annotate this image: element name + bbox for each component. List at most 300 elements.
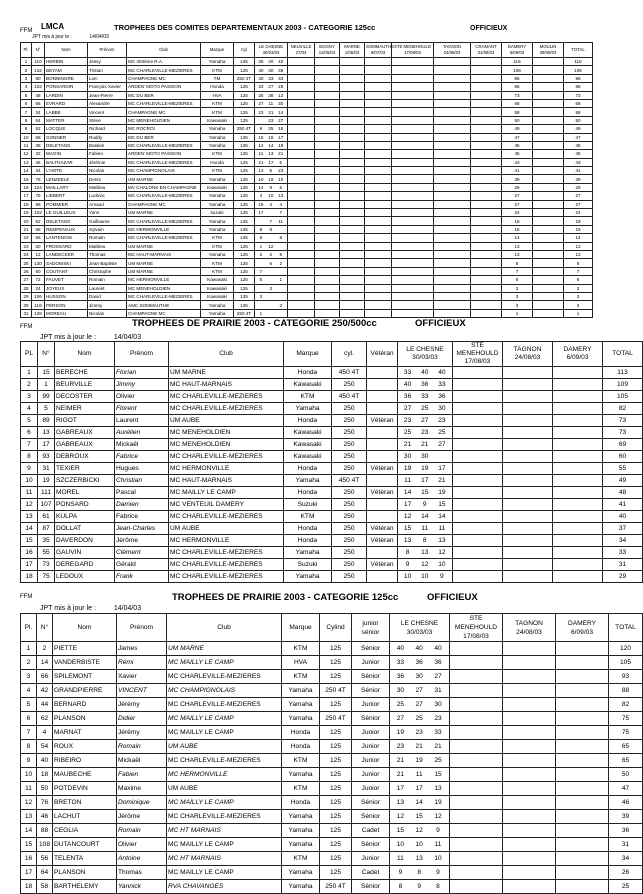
race-score: 6 xyxy=(269,260,273,266)
table-cell: 66 xyxy=(32,99,45,107)
race-score: 40 xyxy=(421,368,429,376)
table-cell: 102 xyxy=(32,209,45,217)
table-cell: Arnaud xyxy=(88,200,127,208)
table-cell xyxy=(392,74,434,82)
race-score: 40 xyxy=(258,67,264,73)
table-row xyxy=(21,796,643,810)
table-cell xyxy=(503,796,556,810)
race-score: 30 xyxy=(438,404,446,412)
table-row xyxy=(21,379,643,391)
table-cell xyxy=(503,768,556,782)
table-cell: 250 xyxy=(332,487,367,499)
table-row xyxy=(21,209,593,217)
table-cell xyxy=(392,133,434,141)
table-cell xyxy=(556,768,609,782)
table-cell xyxy=(450,670,503,684)
table-cell: 27 xyxy=(21,276,32,284)
race-score: 12 xyxy=(268,243,274,249)
table-row xyxy=(21,726,643,740)
table-cell: 75 xyxy=(38,571,55,583)
table-cell: SADOWSKI xyxy=(45,259,88,267)
total-cell: 7 xyxy=(564,267,593,275)
table-row xyxy=(21,451,643,463)
table-cell: Stève xyxy=(88,116,127,124)
table-cell: 16 xyxy=(21,183,32,191)
table-cell xyxy=(503,684,556,698)
table-cell xyxy=(471,175,502,183)
table-cell xyxy=(392,225,434,233)
column-header: TAGNON 24/08/03 xyxy=(503,342,553,367)
table-cell: Bastien xyxy=(88,141,127,149)
table-cell xyxy=(367,499,398,511)
race-scores-cell xyxy=(390,880,450,894)
table-cell xyxy=(533,267,564,275)
table-cell: 125 xyxy=(234,108,255,116)
table-row xyxy=(21,656,643,670)
table-cell xyxy=(450,880,503,894)
table-cell: MC MAILLY LE CAMP xyxy=(167,838,282,852)
table-cell xyxy=(471,133,502,141)
race-score: 5 xyxy=(259,277,263,283)
table-cell: BERNARD xyxy=(53,698,117,712)
table-cell: 3 xyxy=(21,391,38,403)
table-cell xyxy=(471,83,502,91)
column-header: Prénom xyxy=(115,342,169,367)
table-cell: David xyxy=(88,292,127,300)
table-cell: MC CHARLEVILLE-MEZIERES xyxy=(167,754,282,768)
race-score: 13 xyxy=(415,854,423,862)
race-scores-cell xyxy=(255,74,288,82)
table-row xyxy=(21,141,593,149)
table-cell: 52 xyxy=(32,217,45,225)
table-cell: 76 xyxy=(32,175,45,183)
table-cell: HERBIN xyxy=(45,58,88,66)
table-cell: 20 xyxy=(21,217,32,225)
race-scores-cell xyxy=(255,183,288,191)
table-cell xyxy=(367,475,398,487)
table-cell xyxy=(340,267,365,275)
table-cell: 14 xyxy=(37,656,53,670)
table-cell: 58 xyxy=(37,880,53,894)
table-cell xyxy=(434,217,471,225)
race-score: 2 xyxy=(269,252,273,258)
table-cell: 56 xyxy=(37,852,53,866)
table-cell: 7 xyxy=(21,439,38,451)
total-cell: 82 xyxy=(603,403,643,415)
table-cell xyxy=(553,367,603,379)
table-cell: LENZEELE xyxy=(45,175,88,183)
table-cell: Jessy xyxy=(88,58,127,66)
race-score: 5 xyxy=(269,168,273,174)
race-score: 36 xyxy=(268,92,274,98)
table-cell: SPILEMONT xyxy=(53,670,117,684)
table-cell: Vétéran xyxy=(367,415,398,427)
race-score: 33 xyxy=(421,392,429,400)
table-cell: 29 xyxy=(21,292,32,300)
table-cell xyxy=(556,838,609,852)
table-row xyxy=(21,403,643,415)
table-cell: Mickaël xyxy=(117,754,167,768)
table-cell xyxy=(367,451,398,463)
total-cell: 85 xyxy=(564,83,593,91)
table-cell: MC MENEHOLDIEN xyxy=(127,116,201,124)
race-score: 13 xyxy=(403,536,412,544)
race-scores-cell xyxy=(390,642,450,656)
section2-status: OFFICIEUX xyxy=(415,318,466,329)
race-score: 30 xyxy=(434,700,442,708)
table-cell xyxy=(453,559,503,571)
race-score: 33 xyxy=(434,728,442,736)
table-cell: 16 xyxy=(502,225,533,233)
race-score: 27 xyxy=(434,672,442,680)
table-cell xyxy=(503,415,553,427)
table-cell xyxy=(365,301,392,309)
race-scores-cell xyxy=(390,740,450,754)
table-cell: 54 xyxy=(37,740,53,754)
total-cell: 105 xyxy=(603,391,643,403)
table-cell: 125 xyxy=(234,175,255,183)
table-cell xyxy=(392,192,434,200)
table-cell: 125 xyxy=(234,192,255,200)
table-cell: Sénior xyxy=(352,810,390,824)
total-cell: 34 xyxy=(603,535,643,547)
table-cell: Junior xyxy=(352,726,390,740)
table-cell: BEURVILLE xyxy=(55,379,115,391)
table-cell xyxy=(434,108,471,116)
table-cell: 3 xyxy=(502,292,533,300)
table-cell: KTM xyxy=(282,754,320,768)
table-cell xyxy=(503,642,556,656)
table-cell xyxy=(434,284,471,292)
race-scores-cell xyxy=(390,866,450,880)
table-cell xyxy=(340,150,365,158)
race-score: 17 xyxy=(403,500,412,508)
table-cell xyxy=(365,242,392,250)
table-cell: MC CHARLEVILLE-MEZIERES xyxy=(127,292,201,300)
table-cell: 125 xyxy=(234,225,255,233)
race-scores-cell xyxy=(255,108,288,116)
table-cell xyxy=(503,712,556,726)
table-cell: Junior xyxy=(352,698,390,712)
table-cell: KTM xyxy=(201,167,234,175)
table-cell: 125 xyxy=(234,167,255,175)
table-cell xyxy=(434,225,471,233)
race-score: 15 xyxy=(415,812,423,820)
table-cell: 75 xyxy=(32,192,45,200)
table-cell xyxy=(503,487,553,499)
table-cell: MC HERMONVILLE xyxy=(169,463,284,475)
table-cell xyxy=(453,451,503,463)
table-cell xyxy=(434,259,471,267)
table-cell xyxy=(392,91,434,99)
table-cell xyxy=(553,439,603,451)
race-score: 19 xyxy=(396,728,405,736)
race-scores-cell xyxy=(398,415,453,427)
table-cell: 8 xyxy=(21,740,37,754)
section1-status: OFFICIEUX xyxy=(470,25,508,32)
table-cell xyxy=(450,656,503,670)
table-row xyxy=(21,125,593,133)
ffm-label: FFM xyxy=(20,28,33,34)
race-score: 2 xyxy=(259,252,263,258)
race-score: 33 xyxy=(278,75,284,81)
table-cell xyxy=(315,259,340,267)
table-cell: 13 xyxy=(502,242,533,250)
table-cell: 250 xyxy=(332,403,367,415)
column-header: Nom xyxy=(53,614,117,642)
race-score: 10 xyxy=(438,560,446,568)
table-cell xyxy=(556,754,609,768)
table-cell: 250 xyxy=(332,379,367,391)
table-cell: 9 xyxy=(21,754,37,768)
update-date: 14/04/03 xyxy=(113,605,142,612)
table-cell xyxy=(533,234,564,242)
table-cell: PLANSON xyxy=(53,866,117,880)
table-cell: POMMIER xyxy=(45,200,88,208)
table-cell xyxy=(503,824,556,838)
race-score: 19 xyxy=(403,464,412,472)
table-cell: MC CHAMPIGNOLAIS xyxy=(127,167,201,175)
race-score: 8 xyxy=(436,882,440,890)
table-cell xyxy=(434,250,471,258)
table-cell: Jean-Charles xyxy=(115,523,169,535)
table-cell xyxy=(365,192,392,200)
table-cell xyxy=(434,267,471,275)
table-cell: UM MARNE xyxy=(169,367,284,379)
race-score: 7 xyxy=(279,210,282,216)
table-cell xyxy=(453,391,503,403)
table-cell: 1 xyxy=(502,309,533,317)
race-scores-cell xyxy=(255,192,288,200)
table-cell xyxy=(471,225,502,233)
race-score: 12 xyxy=(438,548,446,556)
race-score: 13 xyxy=(421,548,429,556)
table-cell: MC HERMONVILLE xyxy=(169,535,284,547)
table-cell: Dominique xyxy=(117,796,167,810)
table-cell xyxy=(503,427,553,439)
table-cell: 68 xyxy=(502,99,533,107)
table-cell: Frank xyxy=(115,571,169,583)
table-cell: 7 xyxy=(21,108,32,116)
total-cell: 46 xyxy=(609,796,643,810)
race-score: 36 xyxy=(438,392,446,400)
table-cell: MC CHARLEVILLE-MEZIERES xyxy=(127,141,201,149)
race-score: 10 xyxy=(278,176,284,182)
table-cell: PLANSON xyxy=(53,712,117,726)
table-cell xyxy=(365,259,392,267)
table-cell: MARNAT xyxy=(53,726,117,740)
table-header-row xyxy=(21,614,643,642)
table-cell: Yamaha xyxy=(282,768,320,782)
table-cell xyxy=(340,167,365,175)
table-row xyxy=(21,234,593,242)
table-cell xyxy=(503,463,553,475)
table-cell: Fabien xyxy=(88,150,127,158)
column-header: Prénom xyxy=(117,614,167,642)
total-cell: 8 xyxy=(564,259,593,267)
table-cell: Florent xyxy=(115,403,169,415)
race-score: 25 xyxy=(434,756,442,764)
table-cell xyxy=(533,91,564,99)
table-cell: Junior xyxy=(352,754,390,768)
table-cell: AMC SOMMAUTHE xyxy=(127,301,201,309)
race-score: 3 xyxy=(279,302,282,308)
table-cell: PONSARD xyxy=(55,499,115,511)
table-cell xyxy=(453,367,503,379)
table-cell xyxy=(533,242,564,250)
table-cell xyxy=(556,810,609,824)
total-cell: 68 xyxy=(564,99,593,107)
race-score: 27 xyxy=(396,714,405,722)
race-score: 10 xyxy=(434,854,442,862)
table-cell xyxy=(450,852,503,866)
table-cell xyxy=(315,225,340,233)
race-score: 23 xyxy=(396,742,405,750)
section2-update-line xyxy=(40,334,141,341)
table-cell: 3 xyxy=(21,670,37,684)
table-cell: MC HAUT-MARNAIS xyxy=(127,250,201,258)
total-cell: 113 xyxy=(603,367,643,379)
table-cell xyxy=(533,309,564,317)
table-row xyxy=(21,824,643,838)
total-cell: 41 xyxy=(603,499,643,511)
table-cell xyxy=(556,642,609,656)
table-cell: 13 xyxy=(38,427,55,439)
table-cell xyxy=(365,74,392,82)
table-cell xyxy=(365,158,392,166)
race-scores-cell xyxy=(255,267,288,275)
table-cell xyxy=(315,234,340,242)
race-scores-cell xyxy=(255,217,288,225)
race-score: 23 xyxy=(421,428,429,436)
table-cell: Fabien xyxy=(117,768,167,782)
table-cell: DOLLAT xyxy=(55,523,115,535)
race-score: 25 xyxy=(278,84,284,90)
total-cell: 96 xyxy=(564,74,593,82)
race-score: 10 xyxy=(268,193,274,199)
table-cell: TEXIER xyxy=(55,463,115,475)
table-cell: Christian xyxy=(115,475,169,487)
table-row xyxy=(21,242,593,250)
race-score: 23 xyxy=(278,168,284,174)
table-cell xyxy=(392,292,434,300)
table-cell: LACHUT xyxy=(53,810,117,824)
race-score: 21 xyxy=(268,109,274,115)
table-cell: Yamaha xyxy=(201,192,234,200)
race-score: 15 xyxy=(438,500,446,508)
table-cell: 13 xyxy=(21,158,32,166)
column-header: SOMMAUTHE 6/07/03 xyxy=(365,43,392,58)
table-cell: 31 xyxy=(38,463,55,475)
table-cell xyxy=(503,403,553,415)
race-score: 23 xyxy=(268,117,274,123)
table-cell: 125 xyxy=(234,250,255,258)
table-cell xyxy=(533,250,564,258)
total-cell: 29 xyxy=(603,571,643,583)
table-cell: 108 xyxy=(37,838,53,852)
total-cell: 75 xyxy=(609,726,643,740)
race-score: 5 xyxy=(279,159,282,165)
table-cell: 125 xyxy=(320,866,352,880)
table-cell: Didier xyxy=(117,712,167,726)
table-cell: MOREAU xyxy=(45,309,88,317)
column-header: N° xyxy=(38,342,55,367)
table-cell xyxy=(553,451,603,463)
table-cell xyxy=(503,439,553,451)
table-cell xyxy=(365,116,392,124)
column-header: DAMERY 6/09/03 xyxy=(502,43,533,58)
table-cell: ROUX xyxy=(53,740,117,754)
table-cell: DEBROUX xyxy=(55,451,115,463)
race-score: 2 xyxy=(279,260,282,266)
table-row xyxy=(21,225,593,233)
table-cell xyxy=(288,209,315,217)
race-score: 9 xyxy=(279,252,282,258)
race-scores-cell xyxy=(398,451,453,463)
total-cell: 75 xyxy=(609,712,643,726)
table-cell: DECOSTER xyxy=(55,391,115,403)
column-header: Cylind xyxy=(320,614,352,642)
table-cell xyxy=(434,116,471,124)
table-cell: 125 xyxy=(234,133,255,141)
race-score: 13 xyxy=(438,536,446,544)
total-cell: 48 xyxy=(603,487,643,499)
total-cell: 25 xyxy=(609,880,643,894)
table-cell: 11 xyxy=(21,487,38,499)
table-cell: Yamaha xyxy=(282,698,320,712)
table-cell xyxy=(434,276,471,284)
table-cell xyxy=(471,259,502,267)
table-cell xyxy=(288,99,315,107)
race-score: 23 xyxy=(438,416,446,424)
table-cell: Mathieu xyxy=(88,183,127,191)
table-cell: 124 xyxy=(32,183,45,191)
table-cell: 43 xyxy=(502,158,533,166)
table-cell: 87 xyxy=(38,523,55,535)
table-cell xyxy=(340,83,365,91)
table-cell xyxy=(533,284,564,292)
table-cell: KTM xyxy=(201,259,234,267)
race-scores-cell xyxy=(255,242,288,250)
table-cell: PIETTE xyxy=(53,642,117,656)
table-cell xyxy=(392,116,434,124)
table-cell xyxy=(533,133,564,141)
table-cell xyxy=(450,782,503,796)
total-cell: 65 xyxy=(609,754,643,768)
table-cell xyxy=(434,309,471,317)
table-cell xyxy=(453,475,503,487)
table-cell xyxy=(392,309,434,317)
table-cell: Suzuki xyxy=(284,559,332,571)
table-row xyxy=(21,367,643,379)
table-cell xyxy=(533,200,564,208)
race-score: 9 xyxy=(259,126,263,132)
table-cell: 106 xyxy=(32,292,45,300)
table-cell xyxy=(556,824,609,838)
table-cell: 11 xyxy=(21,782,37,796)
table-cell: 72 xyxy=(32,276,45,284)
table-cell: 24 xyxy=(502,209,533,217)
table-row xyxy=(21,852,643,866)
table-cell xyxy=(340,158,365,166)
table-cell: Kawasaki xyxy=(201,284,234,292)
race-score: 11 xyxy=(438,524,446,532)
race-score: 33 xyxy=(403,368,412,376)
column-header: TAGNON 24/08/03 xyxy=(434,43,471,58)
table-cell xyxy=(553,511,603,523)
table-cell: Vétéran xyxy=(367,523,398,535)
race-score: 25 xyxy=(258,92,264,98)
